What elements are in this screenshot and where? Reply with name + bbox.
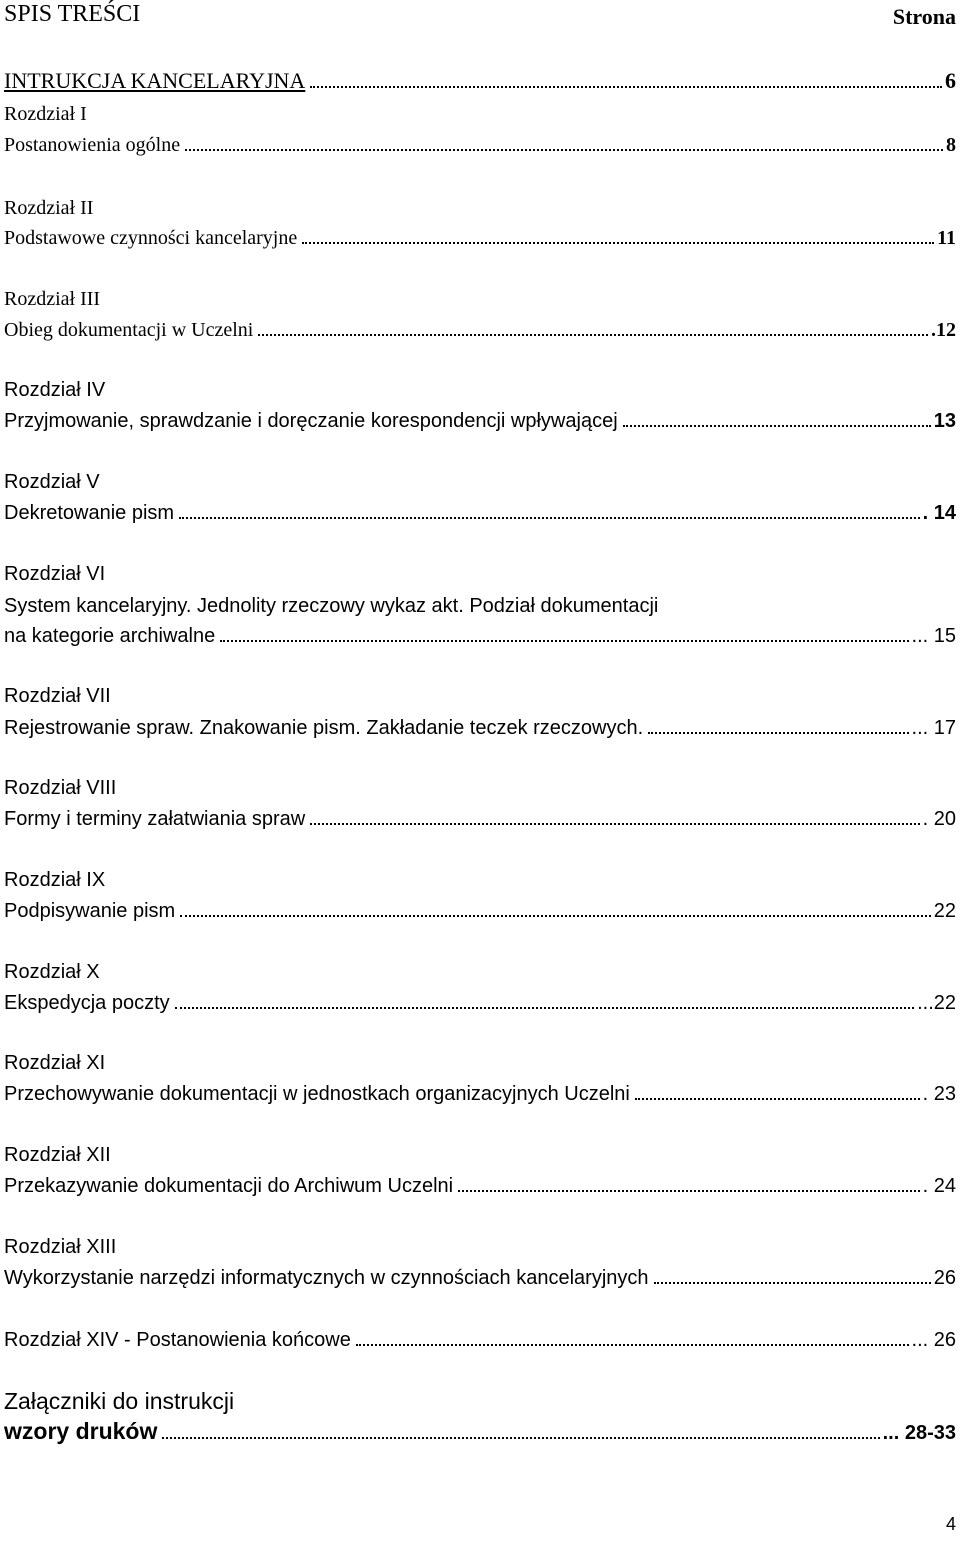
dot-leader — [310, 823, 919, 825]
toc-page-number: .12 — [931, 319, 956, 341]
toc-entry-title-line: System kancelaryjny. Jednolity rzeczowy wykaz akt. Podział dokumentacji — [4, 595, 659, 617]
page-column-label: Strona — [892, 4, 956, 29]
toc-page-number: ... 28-33 — [882, 1422, 956, 1444]
toc-chapter-label: Rozdział XI — [4, 1052, 106, 1074]
toc-entry-rozdzial-12[interactable] — [4, 1176, 956, 1196]
toc-entry-rozdzial-4[interactable] — [4, 411, 956, 431]
toc-entry-title: Postanowienia ogólne — [4, 134, 181, 156]
toc-page-number: ... 15 — [911, 625, 956, 647]
dot-leader — [220, 640, 908, 642]
toc-entry-rozdzial-7[interactable] — [4, 718, 956, 738]
dot-leader — [180, 915, 931, 917]
toc-chapter-label: Rozdział IX — [4, 869, 106, 891]
toc-page-number: 26 — [933, 1267, 956, 1289]
toc-entry-title: Ekspedycja poczty — [4, 992, 170, 1014]
toc-chapter-label: Rozdział XII — [4, 1144, 111, 1166]
toc-entry-title: na kategorie archiwalne — [4, 625, 216, 647]
toc-entry-rozdzial-2[interactable] — [4, 228, 956, 248]
page-number: 4 — [945, 1514, 956, 1534]
toc-entry-rozdzial-10[interactable] — [4, 993, 956, 1013]
toc-chapter-label: Rozdział VI — [4, 563, 106, 585]
toc-chapter-label: Rozdział III — [4, 288, 101, 310]
toc-page-number: ... 26 — [911, 1329, 956, 1351]
toc-chapter-label: Rozdział VII — [4, 685, 111, 707]
toc-chapter-label: Rozdział I — [4, 103, 87, 125]
toc-entry-zalaczniki[interactable] — [4, 1420, 956, 1443]
toc-entry-title: Przekazywanie dokumentacji do Archiwum Uczelni — [4, 1175, 454, 1197]
dot-leader — [310, 86, 942, 88]
toc-chapter-label: Rozdział IV — [4, 379, 106, 401]
toc-entry-rozdzial-6[interactable] — [4, 626, 956, 646]
dot-leader — [356, 1344, 909, 1346]
toc-page-number: . 24 — [922, 1175, 956, 1197]
toc-entry-instrukcja[interactable] — [4, 70, 956, 92]
toc-page-number: ... 17 — [911, 717, 956, 739]
toc-entry-title: Podstawowe czynności kancelaryjne — [4, 227, 298, 249]
dot-leader — [458, 1190, 920, 1192]
toc-page-number: . 14 — [922, 502, 956, 524]
toc-page-number: 22 — [933, 900, 956, 922]
toc-entry-title: Wykorzystanie narzędzi informatycznych w czynnościach kancelaryjnych — [4, 1267, 649, 1289]
dot-leader — [185, 149, 943, 151]
toc-entry-rozdzial-5[interactable] — [4, 503, 956, 523]
dot-leader — [654, 1282, 931, 1284]
toc-entry-title: Przyjmowanie, sprawdzanie i doręczanie korespondencji wpływającej — [4, 410, 618, 432]
toc-entry-title: Rozdział XIV - Postanowienia końcowe — [4, 1329, 351, 1351]
toc-chapter-label: Rozdział XIII — [4, 1236, 117, 1258]
toc-entry-rozdzial-9[interactable] — [4, 901, 956, 921]
toc-page-number: 11 — [937, 227, 956, 249]
toc-entry-rozdzial-11[interactable] — [4, 1084, 956, 1104]
toc-page-number: ...22 — [917, 992, 956, 1014]
toc-entry-title: Podpisywanie pism — [4, 900, 176, 922]
dot-leader — [162, 1437, 879, 1439]
toc-entry-title: Dekretowanie pism — [4, 502, 175, 524]
dot-leader — [302, 242, 934, 244]
toc-page-number: 6 — [945, 68, 956, 93]
toc-chapter-label: Rozdział II — [4, 197, 94, 219]
dot-leader — [635, 1098, 920, 1100]
dot-leader — [179, 517, 920, 519]
toc-entry-title: Rejestrowanie spraw. Znakowanie pism. Zakładanie teczek rzeczowych. — [4, 717, 644, 739]
toc-entry-title: wzory druków — [4, 1418, 158, 1444]
toc-entry-title: Formy i terminy załatwiania spraw — [4, 808, 306, 830]
toc-entry-title: Przechowywanie dokumentacji w jednostkach organizacyjnych Uczelni — [4, 1083, 630, 1105]
toc-entry-rozdzial-14[interactable] — [4, 1330, 956, 1350]
toc-chapter-label: Rozdział VIII — [4, 777, 117, 799]
toc-chapter-label: Rozdział V — [4, 471, 100, 493]
toc-entry-rozdzial-1[interactable] — [4, 135, 956, 155]
toc-entry-title-line: Załączniki do instrukcji — [4, 1388, 235, 1414]
dot-leader — [258, 334, 928, 336]
dot-leader — [648, 732, 908, 734]
toc-entry-title: Obieg dokumentacji w Uczelni — [4, 319, 254, 341]
toc-entry-rozdzial-3[interactable] — [4, 320, 956, 340]
toc-chapter-label: Rozdział X — [4, 961, 100, 983]
toc-page-number: . 23 — [922, 1083, 956, 1105]
toc-page-number: . 20 — [922, 808, 956, 830]
dot-leader — [623, 425, 931, 427]
page-title: SPIS TREŚCI — [4, 1, 141, 27]
toc-entry-rozdzial-13[interactable] — [4, 1268, 956, 1288]
toc-page-number: 13 — [933, 410, 956, 432]
dot-leader — [175, 1007, 914, 1009]
toc-page-number: 8 — [946, 134, 956, 156]
toc-entry-title: INTRUKCJA KANCELARYJNA — [4, 68, 306, 93]
toc-entry-rozdzial-8[interactable] — [4, 809, 956, 829]
